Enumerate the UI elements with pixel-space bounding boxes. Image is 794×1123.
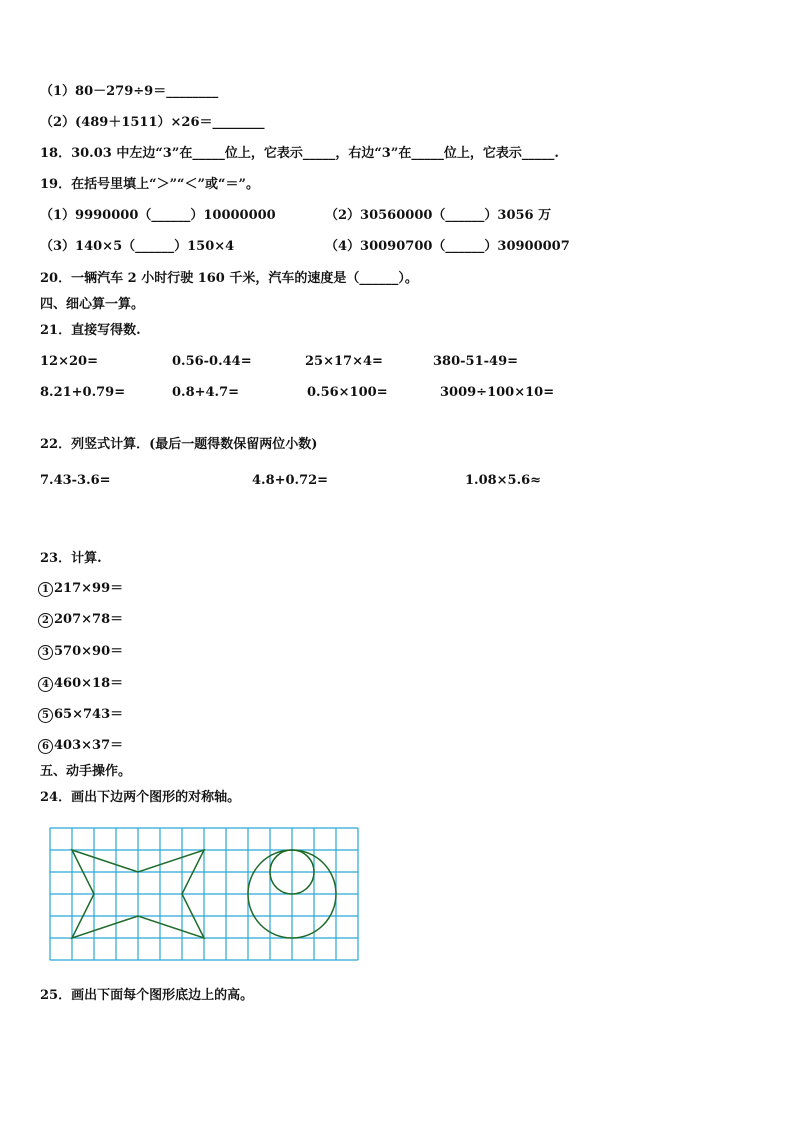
q23-item	[38, 612, 123, 628]
q21-item: 380-51-49=	[433, 354, 519, 369]
q21-title: 21．直接写得数.	[40, 323, 141, 338]
circled-number: 6	[38, 739, 53, 754]
q23-expression: 65×743＝	[54, 707, 124, 722]
circled-number: 2	[38, 613, 53, 628]
q19-part2: （2）30560000（______）3056 万	[325, 208, 552, 223]
q23-item	[38, 738, 123, 754]
q23-expression: 207×78＝	[54, 612, 124, 627]
q23-expression: 460×18＝	[54, 676, 124, 691]
q22-title: 22．列竖式计算．(最后一题得数保留两位小数)	[40, 437, 318, 452]
q23-expression: 570×90＝	[54, 644, 124, 659]
q20-text: 20．一辆汽车 2 小时行驶 160 千米，汽车的速度是（______）。	[40, 271, 418, 286]
q23-title: 23．计算.	[40, 551, 102, 566]
q17-part1: （1）80－279÷9＝________	[40, 84, 219, 99]
q22-item: 1.08×5.6≈	[465, 473, 542, 488]
q22-item: 4.8+0.72=	[252, 473, 329, 488]
q23-item	[38, 644, 123, 660]
section5-heading: 五、动手操作。	[40, 764, 132, 779]
q19-part4: （4）30090700（______）30900007	[325, 239, 570, 254]
q21-item: 12×20=	[40, 354, 98, 369]
q24-title: 24．画出下边两个图形的对称轴。	[40, 790, 241, 805]
circled-number: 5	[38, 708, 53, 723]
q21-item: 8.21+0.79=	[40, 385, 126, 400]
q19-part3: （3）140×5（______）150×4	[40, 239, 235, 254]
q22-item: 7.43-3.6=	[40, 473, 111, 488]
q21-item: 0.56-0.44=	[172, 354, 252, 369]
q25-title: 25．画出下面每个图形底边上的高。	[40, 988, 254, 1003]
q21-item: 25×17×4=	[305, 354, 383, 369]
q23-expression: 403×37＝	[54, 738, 124, 753]
q21-item: 0.8+4.7=	[172, 385, 240, 400]
q23-expression: 217×99＝	[54, 581, 124, 596]
q18-text: 18．30.03 中左边“3”在_____位上，它表示_____，右边“3”在_____位上，它表示_____.	[40, 146, 559, 161]
q17-part2: （2）(489＋1511）×26＝________	[40, 115, 265, 130]
symmetry-grid-figure	[48, 826, 362, 964]
circled-number: 3	[38, 645, 53, 660]
circled-number: 1	[38, 582, 53, 597]
q23-item	[38, 707, 123, 723]
q23-item	[38, 581, 123, 597]
q19-part1: （1）9990000（______）10000000	[40, 208, 276, 223]
q21-item: 3009÷100×10=	[440, 385, 555, 400]
q23-item	[38, 676, 123, 692]
circled-number: 4	[38, 677, 53, 692]
q19-title: 19．在括号里填上“＞”“＜”或“＝”。	[40, 177, 259, 192]
q21-item: 0.56×100=	[307, 385, 388, 400]
section4-heading: 四、细心算一算。	[40, 297, 145, 312]
